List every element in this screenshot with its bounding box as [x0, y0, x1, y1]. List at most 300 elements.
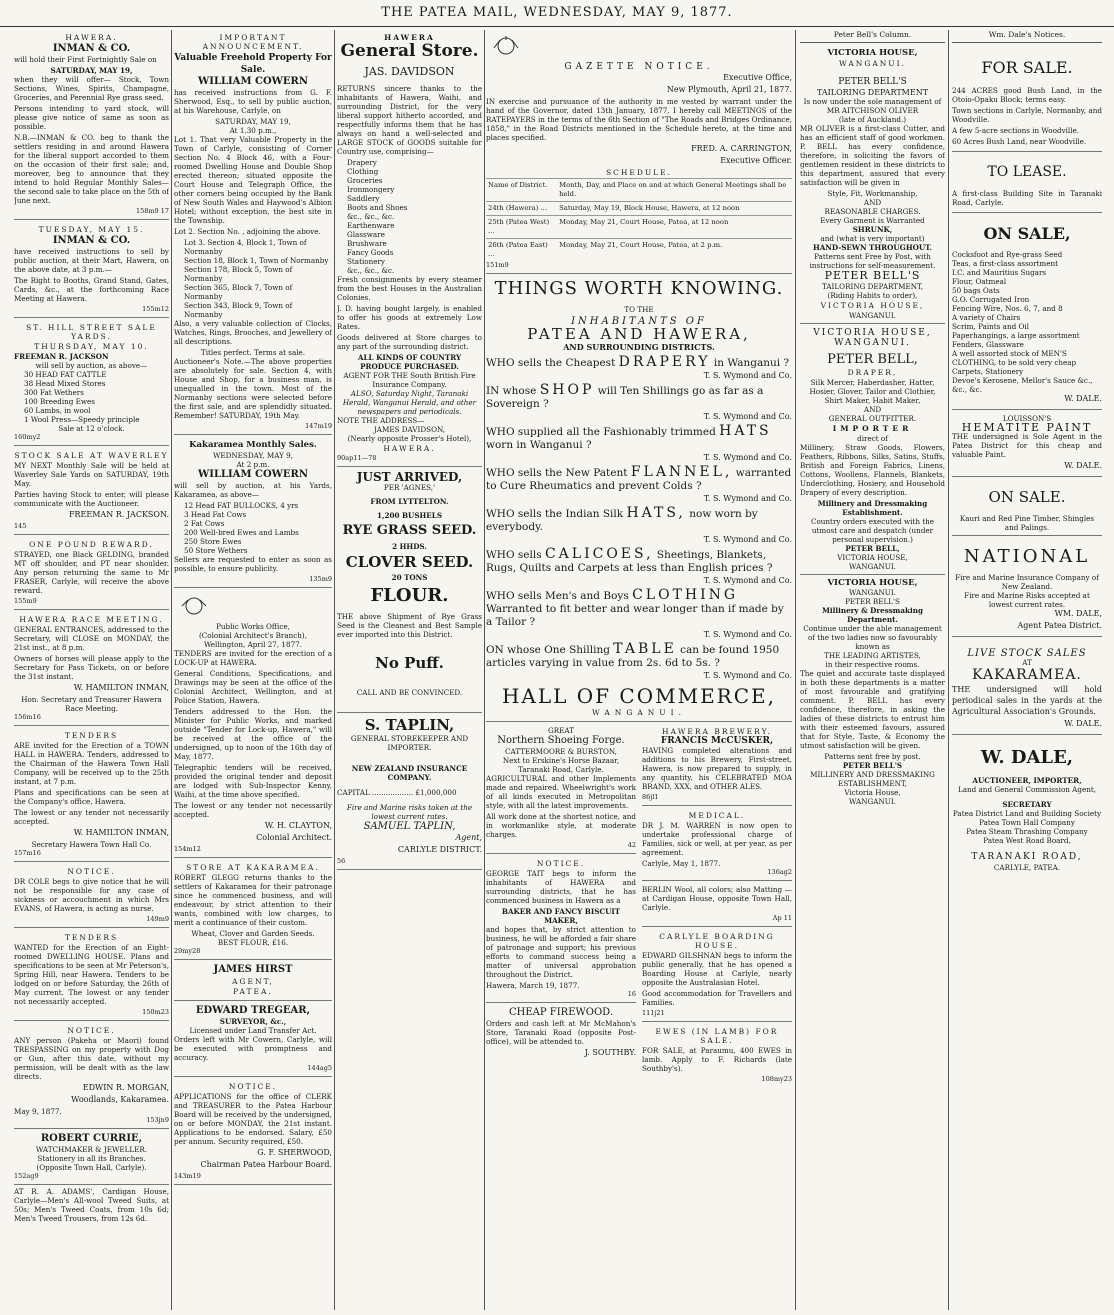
ad-text: TAILORING DEPARTMENT, [821, 282, 924, 291]
question-text: WHO sells the Indian Silk [486, 508, 624, 520]
ad-text: J. D. having bought largely, is enabled to offer his goods at extremely Low Rates. [337, 304, 482, 331]
list-item: G.O. Corrugated Iron [952, 295, 1030, 304]
ad-code: 90ap11—78 [337, 454, 377, 462]
ad-text: JAMES DAVIDSON, [373, 425, 446, 434]
ad-title: General Store. [340, 41, 479, 61]
ad-text: MY NEXT Monthly Sale will be held at Waverley Sale Yards on SATURDAY, 19th May. [14, 461, 169, 488]
ad-text: Persons intending to yard stock, will please give notice of same as soon as possible. [14, 104, 169, 131]
question-keyword: FLANNEL, [630, 464, 733, 480]
column-rule [948, 30, 949, 1310]
ad-firewood [486, 1005, 636, 1063]
ad-text: PETER BELL, [845, 544, 900, 553]
table-cell: 25th (Patea West) ... [486, 216, 557, 239]
column-heading: Wm. Dale's Notices. [952, 30, 1102, 43]
ad-signature: T. S. Wymond and Co. [703, 453, 792, 462]
ad-text: Licensed under Land Transfer Act. [189, 1026, 317, 1035]
ad-signature: W. HAMILTON INMAN, [73, 828, 169, 837]
ad-text: 2 HHDS. [392, 542, 427, 551]
ad-tregear [174, 1003, 332, 1077]
ad-heading: TUESDAY, MAY 15. [38, 225, 145, 234]
ad-signature: T. S. Wymond and Co. [703, 371, 792, 380]
question-item [486, 466, 792, 493]
ad-title: VICTORIA HOUSE, [827, 578, 918, 588]
column-rule [484, 30, 485, 1310]
ad-title: TAILORING DEPARTMENT [816, 88, 929, 97]
question-text: worn in Wanganui ? [486, 439, 592, 451]
list-item: Fancy Goods [347, 248, 394, 257]
ad-text: in their respective rooms. [825, 660, 920, 669]
ad-title: ROBERT CURRIE, [40, 1133, 143, 1144]
ad-text: will hold their First Fortnightly Sale on [14, 55, 157, 64]
ad-signature: FRED. A. CARRINGTON, [691, 144, 792, 153]
ad-text: when they will offer— Stock, Town Sections, Wines, Spirits, Champagne, Groceries, and Perennial Rye grass seed. [14, 75, 169, 102]
list-item: Scrim, Paints and Oil [952, 322, 1029, 331]
ad-for-sale [952, 47, 1102, 152]
ad-race [14, 612, 169, 726]
ad-text: WANGANUI. [839, 59, 906, 68]
ad-text: Telegraphic tenders will be received, provided the original tender and deposit are lodged with Sub-Inspector Kenny, Waihi, at the time above specified. [174, 763, 332, 799]
question-item [486, 425, 792, 452]
list-item: 2 Fat Cows [184, 519, 225, 528]
ad-text: VICTORIA HOUSE, [837, 553, 908, 562]
ad-ewes [642, 1024, 792, 1087]
ad-text: Wellington, April 27, 1877. [204, 640, 302, 649]
crest-icon [174, 594, 214, 618]
ad-public-works [174, 590, 332, 858]
ad-text: A few 5-acre sections in Woodville. [952, 126, 1080, 135]
ad-title: FRANCIS McCUSKER, [660, 736, 774, 746]
ad-text: TO THE [624, 305, 654, 314]
list-item: &c., &c., &c. [347, 212, 395, 221]
ad-text: DR COLE begs to give notice that he will not be responsible for any case of sickness or accouchment in which Mrs EVANS, of Hawera, is acting as nurse. [14, 877, 169, 913]
ad-text: WANGANUI. [849, 797, 896, 806]
ad-title: PATEA AND HAWERA, [527, 325, 751, 343]
ad-text: The lowest or any tender not necessarily accepted. [14, 808, 169, 826]
ad-text: SECRETARY [1002, 800, 1052, 809]
ad-text: (late of Auckland.) [838, 115, 907, 124]
ad-inman [14, 30, 169, 220]
ad-title: FREEMAN R. JACKSON [14, 352, 109, 361]
ad-text: STRAYED, one Black GELDING, branded MT off shoulder, and PT near shoulder. Any person returning the same to Mr FRASER, Carlyle, will receive the above reward. [14, 550, 169, 595]
ad-code: 56 [337, 857, 346, 865]
ad-code: 151m9 [486, 261, 509, 269]
ad-signature: T. S. Wymond and Co. [703, 671, 792, 680]
ad-text: and (what is very important) [820, 234, 925, 243]
ad-text: PETER BELL'S [845, 597, 900, 606]
ad-signature: SAMUEL TAPLIN, [363, 821, 456, 832]
ad-code: 160my2 [14, 433, 41, 441]
ad-code: 143m19 [174, 1172, 201, 1180]
ad-text: CARLYLE, PATEA. [993, 863, 1061, 872]
ad-text: Orders and cash left at Mr McMahon's Store, Taranaki Road (opposite Post-office), will be attended to. [486, 1019, 636, 1046]
ad-wdale [952, 737, 1102, 875]
ad-code: 152ag9 [14, 1172, 39, 1180]
ad-title: Northern Shoeing Forge. [497, 735, 625, 746]
ad-forge [486, 724, 636, 854]
ad-text: Country orders executed with the utmost care and despatch (under personal supervision.) [810, 517, 935, 544]
ad-title: THINGS WORTH KNOWING. [494, 278, 784, 299]
ad-text: Lot 2. Section No. , adjoining the above. [174, 227, 321, 236]
table-header: Name of District. [486, 179, 557, 202]
column-6 [952, 30, 1102, 1310]
ad-text: ROBERT GLEGG returns thanks to the settlers of Kakaramea for their patronage since he commenced business, and will endeavour, by strict attention to their wants, combined with low charges, to merit a continuance of their custom. [174, 873, 332, 927]
ad-text: 60 Acres Bush Land, near Woodville. [952, 137, 1087, 146]
ad-title: ON SALE, [983, 224, 1071, 243]
list-item: 50 Store Wethers [184, 546, 248, 555]
ad-title: WILLIAM COWERN [198, 469, 308, 480]
ad-date: Hawera, March 19, 1877. [486, 981, 580, 990]
ad-text: TARANAKI ROAD, [971, 852, 1083, 862]
ad-text: GENERAL STOREKEEPER AND IMPORTER. [350, 734, 469, 752]
list-item: Lot 3. Section 4, Block 1, Town of Normanby [184, 238, 307, 256]
list-item: 60 Lambs, in wool [24, 406, 91, 415]
ad-code: 155m9 [14, 597, 37, 605]
ad-taplin [337, 715, 482, 870]
ad-text: Patea West Road Board, [983, 836, 1071, 845]
question-item [486, 356, 792, 370]
question-text: can be found 1950 articles varying in value from 2s. 6d to 5s. ? [486, 644, 780, 669]
ad-title: No Puff. [375, 654, 444, 672]
ad-text: Good accommodation for Travellers and Families. [642, 989, 792, 1007]
ad-text: Victoria House, [844, 788, 901, 797]
ad-text: THE undersigned will hold periodical sales in the yards at the Agricultural Association's Grounds. [952, 685, 1102, 716]
ad-text: Wheat, Clover and Garden Seeds. [191, 929, 315, 938]
ad-text: ALL KINDS OF COUNTRY PRODUCE PURCHASED. [357, 353, 462, 371]
ad-heading: MEDICAL. [688, 811, 746, 820]
table-row [486, 239, 792, 262]
ad-title: ON SALE. [988, 488, 1066, 506]
ad-heading: NOTICE. [67, 867, 116, 876]
ad-time: At 1.30 p.m., [229, 126, 277, 135]
list-item: 30 HEAD FAT CATTLE [24, 370, 107, 379]
question-item [486, 507, 792, 534]
ad-code: Ap 11 [772, 914, 792, 922]
ad-title: PETER BELL, [827, 352, 918, 367]
ad-text: AT [1022, 658, 1032, 667]
ad-text: direct of [857, 434, 888, 443]
ad-text: (Nearly opposite Prosser's Hotel), [347, 434, 472, 443]
ad-code: 158m9 17 [135, 207, 169, 215]
question-item [486, 384, 792, 411]
column-3 [337, 30, 482, 1310]
ad-cowern-property [174, 30, 332, 435]
ad-freeman [14, 320, 169, 446]
question-keyword: CALICOES, [544, 546, 654, 562]
ad-title: PETER BELL'S [838, 77, 907, 87]
ad-title: INMAN & CO. [52, 235, 131, 246]
ad-text: General Conditions, Specifications, and Drawings may be seen at the office of the Colonial Architect, Wellington, and at Police Station, Hawera. [174, 669, 332, 705]
ad-text: Owners of horses will please apply to the Secretary for Pass Tickets, on or before the 31st instant. [14, 654, 169, 681]
ad-text: Fire and Marine risks taken at the lowest current rates. [346, 803, 473, 821]
ad-text: Parties having Stock to enter, will please communicate with the Auctioneer. [14, 490, 169, 508]
ad-text: Plans and specifications can be seen at the Company's office, Hawera. [14, 788, 169, 806]
question-text: WHO sells the New Patent [486, 467, 628, 479]
ad-text: AUCTIONEER, IMPORTER, [972, 776, 1082, 785]
ad-text: Lot 1. That very Valuable Property in the Town of Carlyle, consisting of Corner Section No. 4 Block 46, with a Four-roomed Dwelling House and Double Shop erected thereon; situated opposite the Court House and Telegraph Office, the other corners being occupied by the Bank of New South Wales and Haywood's Albion Hotel; without exception, the best site in the Township. [174, 135, 332, 225]
ad-text: CALL AND BE CONVINCED. [356, 688, 463, 697]
ad-signature: T. S. Wymond and Co. [703, 535, 792, 544]
question-keyword: DRAPERY [618, 354, 711, 370]
ad-title: TO LEASE. [987, 164, 1067, 180]
question-text: now worn by everybody. [486, 508, 758, 533]
ad-hematite [952, 412, 1102, 477]
ad-text: will sell by auction, at his Yards, Kakaramea, as above— [174, 481, 332, 499]
ad-millinery [800, 577, 945, 809]
ad-tailoring [800, 47, 945, 324]
table-cell: Saturday, May 19, Block House, Hawera, at 12 noon [557, 202, 792, 216]
ad-text: Executive Officer. [720, 156, 792, 165]
ad-title: IMPORTER [832, 424, 913, 433]
ad-text: APPLICATIONS for the office of CLERK and TREASURER to the Patea Harbour Board will be received by the undersigned, on or before MONDAY, the 21st instant. Applications to be endorsed. Salary, £50 per annum. Security required, £50. [174, 1092, 332, 1146]
ad-berlin [642, 883, 792, 927]
ad-title: VICTORIA HOUSE, [827, 48, 918, 58]
ad-heading: STORE AT KAKARAMEA. [186, 863, 320, 872]
list-item: Fencing Wire, Nos. 6, 7, and 8 [952, 304, 1063, 313]
ad-text: Secretary Hawera Town Hall Co. [31, 840, 152, 849]
ad-text: THE undersigned is Sole Agent in the Patea District for this cheap and valuable Paint. [952, 432, 1102, 459]
ad-text: FROM LYTTELTON. [370, 497, 449, 506]
ad-text: CATTERMOORE & BURSTON, [505, 747, 617, 756]
ad-text: Goods delivered at Store charges to any part of the surrounding district. [337, 333, 482, 351]
ad-text: will sell by auction, as above— [35, 361, 148, 370]
ad-heading: TENDERS [64, 933, 119, 942]
ad-text: BAKER AND FANCY BISCUIT MAKER, [501, 907, 621, 925]
ad-text: Auctioneer's Note.—The above properties are absolutely for sale. Section 4, with House and Shop, for a business man, is unequalled in the town. Most of the Normanby sections were selected before the first sale, and are splendidly situated. Remember! SATURDAY, 19th May. [174, 357, 332, 420]
question-text: IN whose [486, 385, 537, 397]
ad-text: AND [863, 198, 882, 207]
ad-text: MILLINERY AND DRESSMAKING ESTABLISHMENT, [810, 770, 935, 788]
list-item: Fenders, Glassware [952, 340, 1024, 349]
ad-inman-races [14, 222, 169, 318]
ad-code: 154m12 [174, 845, 201, 853]
ad-text: Chairman Patea Harbour Board. [200, 1160, 332, 1169]
ad-text: TENDERS are invited for the erection of a LOCK-UP at HAWERA. [174, 649, 332, 667]
ad-title: HEMATITE PAINT [961, 421, 1093, 434]
ad-signature: EDWIN R. MORGAN, [82, 1083, 169, 1092]
ad-harbour-notice [174, 1079, 332, 1185]
column-4-lower [486, 724, 792, 1089]
ad-text: Kauri and Red Pine Timber, Shingles and Palings. [959, 514, 1095, 532]
question-text: ON whose One Shilling [486, 644, 610, 656]
ad-text: Sale at 12 o'clock. [58, 424, 125, 433]
ad-text: Sellers are requested to enter as soon as possible, to ensure publicity. [174, 555, 332, 573]
ad-kakaramea-sales [174, 437, 332, 588]
ad-signature: W. DALE. [1064, 719, 1102, 728]
list-item: Section 18, Block 1, Town of Normanby [184, 256, 329, 265]
question-text: warranted to Cure Rheumatics and prevent Colds ? [486, 467, 792, 492]
ad-live-stock [952, 639, 1102, 735]
ad-title: JAMES HIRST [213, 964, 293, 975]
column-rule [171, 30, 172, 1310]
ad-text: Tenders addressed to the Hon. the Minister for Public Works, and marked outside "Tender for Lock-up, Hawera," will be received at the office of the undersigned, up to noon of the 16th day of May, 1877. [174, 707, 332, 761]
ad-tenders-house [14, 930, 169, 1021]
ad-text: All work done at the shortest notice, and in workmanlike style, at moderate charges. [486, 812, 636, 839]
ad-date: May 9, 1877. [14, 1107, 62, 1116]
ad-text: Fire and Marine Risks accepted at lowest current rates. [964, 591, 1090, 609]
question-text: Sheetings, Blankets, Rugs, Quilts and Carpets at less than English prices ? [486, 549, 773, 574]
ad-date: Carlyle, May 1, 1877. [642, 859, 721, 868]
ad-text: Woodlands, Kakaramea. [71, 1095, 169, 1104]
ad-text: Public Works Office, [216, 622, 290, 631]
ad-medical [642, 808, 792, 881]
ad-code: 147m19 [305, 422, 332, 430]
ad-heading: IMPORTANT ANNOUNCEMENT. [202, 33, 304, 51]
ad-heading: HAWERA [384, 33, 435, 42]
ad-code: 86jl1 [642, 793, 659, 801]
ad-text: Millinery and Dressmaking Establishment. [817, 499, 928, 517]
ad-text: Is now under the sole management of [803, 97, 942, 106]
ad-text: Agent, [455, 833, 482, 842]
table-cell: 26th (Patea East) ... [486, 239, 557, 262]
ad-heading: Kakaramea Monthly Sales. [189, 440, 317, 450]
ad-date: SATURDAY, MAY 19, [215, 117, 291, 126]
list-item: Devoe's Kerosene, Mellor's Sauce &c., &c., &c. [952, 376, 1093, 394]
list-item: I.C. and Mauritius Sugars [952, 268, 1047, 277]
question-text: in Wanganui ? [713, 357, 790, 369]
ad-text: N.B.—INMAN & CO. beg to thank the settlers residing in and around Hawera for the liberal support accorded to them on the occasion of their first sale; and, moreover, beg to announce that they intend to hold Regular Monthly Sales—the second sale to take place on the 5th of June next. [14, 133, 169, 205]
ad-text: WANGANUI. [849, 562, 896, 571]
ad-glegg [174, 860, 332, 960]
ad-code: 150m23 [142, 1008, 169, 1016]
question-keyword: TABLE [613, 641, 677, 657]
list-item: Carpets, Stationery [952, 367, 1024, 376]
list-item: Paperhangings, a large assortment [952, 331, 1080, 340]
list-item: Section 343, Block 9, Town of Normanby [184, 301, 293, 319]
ad-heading: HAWERA. [65, 33, 118, 42]
ad-text: PETER BELL'S [842, 761, 903, 770]
ad-text: Continue under the able management of the two ladies now so favourably known as [803, 624, 942, 651]
ad-title: WILLIAM COWERN [198, 76, 308, 87]
ad-signature: T. S. Wymond and Co. [703, 630, 792, 639]
ad-text: AND [863, 405, 882, 414]
ad-text: ANY person (Pakeha or Maori) found TRESPASSING on my property with Dog or Gun, after this date, without my permission, will be dealt with as the law directs. [14, 1036, 169, 1081]
ad-title: NATIONAL [963, 546, 1091, 567]
ad-title: VICTORIA HOUSE, [813, 328, 932, 338]
question-text: will Ten Shillings go as far as a Sovereign ? [486, 385, 764, 410]
ad-title: HALL OF COMMERCE, [501, 684, 776, 708]
question-keyword: SHOP [539, 382, 595, 398]
ad-heading: SCHEDULE. [605, 168, 673, 177]
column-4-left [486, 724, 636, 1089]
list-item: Earthenware [347, 221, 395, 230]
ad-reward [14, 537, 169, 610]
ad-notice-morgan [14, 1023, 169, 1129]
ad-heading: TENDERS [64, 731, 119, 740]
ad-title: RYE GRASS SEED. [342, 523, 477, 538]
ad-text: (Colonial Architect's Branch), [198, 631, 307, 640]
ad-subheading: THURSDAY, MAY 10. [34, 342, 149, 351]
ad-text: Town sections in Carlyle, Normanby, and Woodville. [952, 106, 1102, 124]
list-item: Clothing [347, 167, 379, 176]
column-2 [174, 30, 332, 1310]
ad-text: Patea District Land and Building Society [952, 809, 1102, 818]
ad-text: Executive Office, [723, 73, 792, 82]
list-item: Section 365, Block 7, Town of Normanby [184, 283, 293, 301]
ad-code: 157m16 [14, 849, 41, 857]
ad-text: Fresh consignments by every steamer from the best Houses in the Australian Colonies. [337, 275, 482, 302]
ad-text: (Riding Habits to order), [827, 291, 918, 300]
list-item: Brushware [347, 239, 387, 248]
ad-text: WANGANUI. [834, 338, 911, 348]
ad-text: (Opposite Town Hall, Carlyle). [36, 1163, 147, 1172]
ad-text: The lowest or any tender not necessarily accepted. [174, 801, 332, 819]
ad-text: DRAPER, [847, 368, 898, 377]
question-text: WHO supplied all the Fashionably trimmed [486, 426, 716, 438]
ad-text: AND SURROUNDING DISTRICTS. [563, 342, 715, 352]
ad-title: FLOUR. [370, 585, 449, 606]
column-4 [486, 30, 792, 1310]
list-item: Glassware [347, 230, 385, 239]
ad-text: Patea Town Hall Company [979, 818, 1075, 827]
ad-heading: NOTICE. [228, 1082, 278, 1091]
ad-tenders [14, 728, 169, 862]
ad-text: have received instructions to sell by public auction, at their Mart, Hawera, on the above date, at 3 p.m.— [14, 247, 169, 274]
ad-text: PATEA. [233, 987, 273, 996]
ad-text: AGENT FOR THE South British Fire Insurance Company. [343, 371, 476, 389]
table-cell: 24th (Hawera) ... [486, 202, 557, 216]
list-item: A well assorted stock of MEN'S CLOTHING, to be sold very cheap [952, 349, 1077, 367]
ad-text: Stationery in all its Branches. [37, 1154, 146, 1163]
ad-just-arrived [337, 469, 482, 713]
ad-heading: NOTICE. [67, 1026, 116, 1035]
ad-signature: T. S. Wymond and Co. [703, 412, 792, 421]
question-item [486, 643, 792, 670]
ad-things-worth-knowing [486, 276, 792, 722]
ad-text: HAVING completed alterations and additions to his Brewery, First-street, Hawera, is now prepared to supply, in any quantity, his CELEBRATED MOA BRAND, XXX, and OTHER ALES. [642, 746, 792, 791]
ad-title: FOR SALE. [981, 58, 1073, 77]
ad-text: has received instructions from G. F. Sherwood, Esq., to sell by public auction, at his Warehouse, Carlyle, on [174, 88, 332, 115]
ad-waverley [14, 448, 169, 535]
ad-text: VICTORIA HOUSE, [820, 301, 925, 310]
ad-text: DR J. M. WARREN is now open to undertake professional charge of Families, sick or well, at per year, as per agreement. [642, 821, 792, 857]
question-text: WHO sells Men's and Boys [486, 590, 629, 602]
ad-code: 156m16 [14, 713, 41, 721]
ad-code: 108my23 [761, 1075, 792, 1083]
ad-text: SHRUNK, [852, 225, 893, 234]
ad-text: CAPITAL .................. £1,000,000 [337, 788, 457, 797]
ad-text: New Plymouth, April 21, 1877. [666, 85, 792, 94]
ad-text: Every Garment is Warranted [820, 216, 925, 225]
list-item: Boots and Shoes [347, 203, 408, 212]
question-item [486, 548, 792, 575]
ad-text: Next to Erskine's Horse Bazaar, Taranaki Road, Carlyle. [502, 756, 620, 774]
ad-text: Millinery & Dressmaking Department. [821, 606, 924, 624]
list-item: Section 178, Block 5, Town of Normanby [184, 265, 293, 283]
ad-heading: CARLYLE BOARDING HOUSE. [659, 932, 775, 950]
coat-of-arms-icon [486, 34, 526, 58]
ad-text: Also, a very valuable collection of Clocks, Watches, Rings, Brooches, and Jewellery of all descriptions. [174, 319, 332, 346]
ad-hirst [174, 962, 332, 1001]
ad-signature: G. F. SHERWOOD, [257, 1148, 332, 1157]
ad-title: CLOVER SEED. [345, 553, 474, 571]
ad-text: NEW ZEALAND INSURANCE COMPANY. [351, 764, 468, 782]
question-text: WHO sells [486, 549, 542, 561]
ad-code: 153jn9 [146, 1116, 169, 1124]
list-item: Cocksfoot and Rye-grass Seed [952, 250, 1063, 259]
ad-text: The quiet and accurate taste displayed in both these departments is a matter of most favourable and gratifying comment. P. BELL has every confidence, therefore, in asking the ladies of these districts to entrust him with their esteemed favours, assured that for Style, Taste, & Economy the utmost satisfaction will be given. [800, 669, 945, 750]
question-keyword: HATS, [626, 505, 686, 521]
ad-title: LIVE STOCK SALES [967, 648, 1087, 659]
ad-text: 244 ACRES good Bush Land, in the Otoio-Opaku Block; terms easy. [952, 86, 1102, 104]
ad-heading: HAWERA RACE MEETING. [19, 615, 164, 624]
ad-heading: HAWERA BREWERY. [662, 727, 772, 736]
ad-text: RETURNS sincere thanks to the inhabitants of Hawera, Waihi, and surrounding District, for the very liberal support hitherto accorded, and respectfully informs them that he has always on hand a well-selected and LARGE STOCK of GOODS suitable for Country use, comprising— [337, 84, 482, 156]
ad-code: 155m12 [142, 305, 169, 313]
question-keyword: HATS [719, 423, 772, 439]
ad-text: A first-class Building Site in Taranaki Road, Carlyle. [952, 189, 1102, 207]
ad-notice-cole [14, 864, 169, 928]
ad-code: 135m9 [309, 575, 332, 583]
